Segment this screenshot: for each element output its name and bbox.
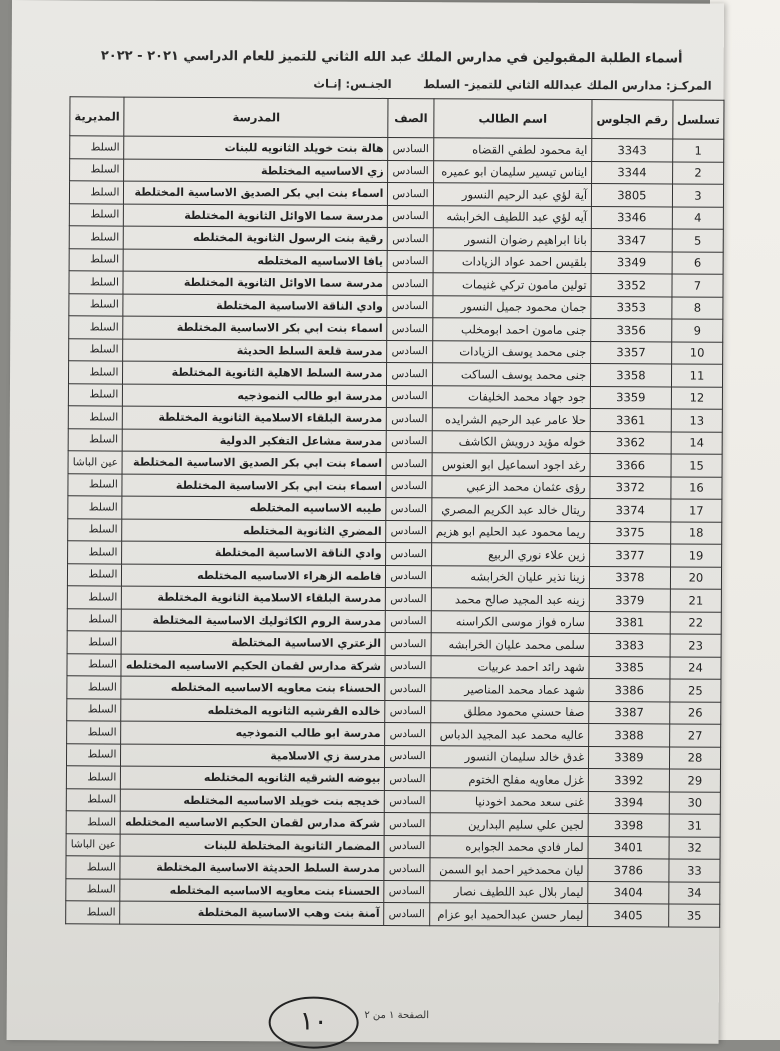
cell-school: هالة بنت خويلد الثانويه للبنات — [124, 136, 388, 160]
page-footer: الصفحة ١ من ٢ — [364, 1009, 430, 1022]
cell-seat-number: 3358 — [591, 364, 672, 387]
cell-serial: 34 — [668, 881, 720, 904]
cell-school: بيوضه الشرقيه الثانويه المختلطه — [121, 766, 385, 790]
cell-grade: السادس — [385, 767, 430, 790]
cell-student-name: اية محمود لطفي القضاه — [433, 138, 592, 161]
cell-directorate: السلط — [67, 676, 122, 699]
cell-serial: 24 — [670, 656, 722, 679]
cell-school: رقية بنت الرسول الثانوية المختلطه — [124, 226, 388, 250]
cell-directorate: السلط — [67, 563, 122, 586]
cell-student-name: صفا حسني محمود مطلق — [430, 700, 589, 723]
cell-directorate: السلط — [67, 698, 122, 721]
cell-serial: 6 — [672, 251, 724, 274]
cell-serial: 25 — [669, 679, 721, 702]
cell-serial: 1 — [672, 139, 724, 162]
cell-serial: 18 — [670, 521, 722, 544]
cell-seat-number: 3387 — [589, 701, 670, 724]
cell-directorate: السلط — [67, 586, 122, 609]
cell-directorate: السلط — [69, 181, 124, 204]
cell-student-name: خوله مؤيد درويش الكاشف — [432, 430, 591, 453]
cell-student-name: زين علاء نوري الربيع — [431, 543, 590, 566]
cell-grade: السادس — [388, 182, 433, 205]
cell-seat-number: 3388 — [589, 724, 670, 747]
header-seat-number: رقم الجلوس — [592, 100, 673, 139]
cell-directorate: عين الباشا — [68, 451, 123, 474]
cell-serial: 29 — [669, 769, 721, 792]
cell-grade: السادس — [387, 362, 432, 385]
cell-directorate: السلط — [66, 811, 121, 834]
cell-directorate: السلط — [68, 518, 123, 541]
cell-seat-number: 3398 — [588, 814, 669, 837]
cell-grade: السادس — [386, 452, 431, 475]
cell-seat-number: 3353 — [591, 296, 672, 319]
cell-student-name: ريما محمود عبد الحليم ابو هزيم — [431, 520, 590, 543]
cell-student-name: ساره فواز موسى الكراسنه — [431, 610, 590, 633]
cell-directorate: السلط — [68, 428, 123, 451]
cell-grade: السادس — [388, 137, 433, 160]
cell-serial: 2 — [672, 161, 724, 184]
cell-serial: 31 — [669, 814, 721, 837]
cell-student-name: شهد عماد محمد المناصير — [430, 678, 589, 701]
document-title: أسماء الطلبة المقبولين في مدارس الملك عبد الله الثاني للتميز للعام الدراسي ٢٠٢١ - ٢٠٢٢ — [100, 48, 683, 67]
cell-student-name: شهد رائد احمد عربيات — [431, 655, 590, 678]
cell-school: اسماء بنت ابي بكر الاساسية المختلطة — [123, 316, 387, 340]
cell-student-name: جنى مامون احمد ابومخلب — [432, 318, 591, 341]
cell-student-name: آيه لؤي عبد اللطيف الخرابشه — [433, 205, 592, 228]
cell-student-name: ليمار حسن عبدالحميد ابو عزام — [429, 903, 588, 926]
cell-seat-number: 3385 — [589, 656, 670, 679]
header-serial: تسلسل — [672, 100, 724, 139]
cell-seat-number: 3347 — [591, 229, 672, 252]
cell-school: يافا الاساسيه المختلطه — [123, 249, 387, 273]
cell-directorate: السلط — [68, 406, 123, 429]
header-info-row — [72, 75, 712, 96]
cell-seat-number: 3405 — [588, 904, 669, 927]
cell-school: مدرسة سما الاوائل الثانوية المختلطة — [124, 204, 388, 228]
cell-directorate: السلط — [66, 766, 121, 789]
cell-school: مدرسة قلعة السلط الحديثة — [123, 339, 387, 363]
cell-seat-number: 3378 — [590, 566, 671, 589]
cell-grade: السادس — [388, 250, 433, 273]
cell-student-name: رؤى عثمان محمد الزعبي — [432, 475, 591, 498]
cell-directorate: السلط — [69, 271, 124, 294]
cell-grade: السادس — [385, 790, 430, 813]
cell-school: اسماء بنت ابي بكر الصديق الاساسية المختلطة — [122, 451, 386, 475]
cell-grade: السادس — [388, 160, 433, 183]
cell-grade: السادس — [385, 655, 430, 678]
cell-directorate: السلط — [69, 293, 124, 316]
cell-school: مدرسة زي الاسلامية — [121, 744, 385, 768]
cell-directorate: السلط — [68, 383, 123, 406]
cell-school: الحسناء بنت معاويه الاساسيه المختلطه — [120, 879, 384, 903]
cell-seat-number: 3372 — [590, 476, 671, 499]
cell-school: مدرسة مشاعل التفكير الدولية — [123, 429, 387, 453]
cell-student-name: سلمى محمد عليان الخرابشه — [431, 633, 590, 656]
cell-school: الزعتري الاساسية المختلطة — [121, 631, 385, 655]
cell-seat-number: 3346 — [591, 206, 672, 229]
cell-seat-number: 3805 — [592, 184, 673, 207]
cell-school: اسماء بنت ابي بكر الاساسية المختلطة — [122, 474, 386, 498]
cell-serial: 33 — [669, 859, 721, 882]
cell-directorate: السلط — [66, 788, 121, 811]
cell-directorate: السلط — [66, 878, 121, 901]
cell-student-name: جمان محمود جميل النسور — [432, 295, 591, 318]
cell-seat-number: 3352 — [591, 274, 672, 297]
cell-student-name: غزل معاويه مفلح الختوم — [430, 768, 589, 791]
cell-school: المضري الثانوية المختلطه — [122, 519, 386, 543]
cell-school: مدرسة ابو طالب النموذجيه — [123, 384, 387, 408]
cell-serial: 27 — [669, 724, 721, 747]
cell-student-name: زينا نذير عليان الخرابشه — [431, 565, 590, 588]
cell-seat-number: 3349 — [591, 251, 672, 274]
cell-seat-number: 3383 — [589, 634, 670, 657]
cell-seat-number: 3374 — [590, 499, 671, 522]
cell-student-name: جود جهاد محمد الخليفات — [432, 385, 591, 408]
cell-directorate: السلط — [68, 541, 123, 564]
cell-serial: 28 — [669, 746, 721, 769]
header-grade: الصف — [388, 98, 433, 137]
cell-grade: السادس — [387, 317, 432, 340]
cell-directorate: السلط — [68, 496, 123, 519]
cell-student-name: جنى محمد يوسف الساكت — [432, 363, 591, 386]
cell-student-name: ليان محمدخير احمد ابو السمن — [430, 858, 589, 881]
cell-serial: 23 — [670, 634, 722, 657]
cell-grade: السادس — [386, 565, 431, 588]
cell-student-name: ليمار بلال عبد اللطيف نصار — [429, 880, 588, 903]
cell-school: مدرسة البلقاء الاسلامية الثانوية المختلطة — [122, 586, 386, 610]
cell-student-name: عاليه محمد عبد المجيد الدباس — [430, 723, 589, 746]
cell-seat-number: 3392 — [589, 769, 670, 792]
cell-directorate: السلط — [68, 473, 123, 496]
cell-school: مدرسة سما الاوائل الثانوية المختلطة — [123, 271, 387, 295]
header-school: المدرسة — [124, 97, 388, 137]
cell-seat-number: 3375 — [590, 521, 671, 544]
cell-seat-number: 3359 — [591, 386, 672, 409]
cell-student-name: حلا عامر عبد الرحيم الشرايده — [432, 408, 591, 431]
cell-grade: السادس — [385, 677, 430, 700]
cell-student-name: غنى سعد محمد اخودنيا — [430, 790, 589, 813]
cell-student-name: تولين مامون تركي غنيمات — [433, 273, 592, 296]
cell-serial: 4 — [672, 206, 724, 229]
cell-school: الحسناء بنت معاويه الاساسيه المختلطه — [121, 676, 385, 700]
cell-school: مدرسة البلقاء الاسلامية الثانوية المختلطة — [123, 406, 387, 430]
cell-grade: السادس — [386, 475, 431, 498]
cell-seat-number: 3343 — [592, 139, 673, 162]
cell-student-name: ايناس تيسير سليمان ابو عميره — [433, 160, 592, 183]
cell-school: وادي الناقة الاساسية المختلطة — [123, 294, 387, 318]
cell-grade: السادس — [386, 587, 431, 610]
cell-directorate: السلط — [68, 361, 123, 384]
cell-student-name: لجين علي سليم البدارين — [430, 813, 589, 836]
cell-directorate: السلط — [69, 248, 124, 271]
cell-directorate: السلط — [69, 316, 124, 339]
cell-seat-number: 3366 — [590, 454, 671, 477]
cell-serial: 35 — [668, 904, 720, 927]
cell-seat-number: 3401 — [588, 836, 669, 859]
cell-serial: 32 — [669, 836, 721, 859]
cell-grade: السادس — [384, 902, 429, 925]
cell-serial: 26 — [669, 701, 721, 724]
cell-school: اسماء بنت ابي بكر الصديق الاساسية المختلطة — [124, 181, 388, 205]
cell-grade: السادس — [386, 632, 431, 655]
cell-school: شركة مدارس لقمان الحكيم الاساسيه المختلطه — [121, 811, 385, 835]
handwritten-page-number: ١٠ — [269, 996, 359, 1048]
cell-school: مدرسة السلط الحديثة الاساسية المختلطة — [120, 856, 384, 880]
cell-grade: السادس — [387, 407, 432, 430]
cell-serial: 10 — [671, 341, 723, 364]
cell-serial: 13 — [671, 409, 723, 432]
cell-grade: السادس — [386, 610, 431, 633]
cell-directorate: السلط — [69, 226, 124, 249]
cell-serial: 9 — [671, 319, 723, 342]
cell-serial: 14 — [671, 431, 723, 454]
cell-school: المضمار الثانوية المختلطة للبنات — [120, 834, 384, 858]
cell-seat-number: 3356 — [591, 319, 672, 342]
cell-serial: 30 — [669, 791, 721, 814]
cell-student-name: جنى محمد يوسف الزيادات — [432, 340, 591, 363]
cell-seat-number: 3377 — [590, 544, 671, 567]
cell-school: آمنة بنت وهب الاساسية المختلطة — [120, 901, 384, 925]
cell-school: مدرسة ابو طالب النموذجيه — [121, 721, 385, 745]
cell-school: خديجه بنت خويلد الاساسيه المختلطه — [121, 789, 385, 813]
cell-grade: السادس — [384, 880, 429, 903]
cell-directorate: السلط — [69, 203, 124, 226]
cell-school: فاطمه الزهراء الاساسيه المختلطه — [122, 564, 386, 588]
cell-school: مدرسة الروم الكاثوليك الاساسية المختلطة — [122, 609, 386, 633]
students-table — [65, 96, 725, 927]
cell-student-name: غدق خالد سليمان النسور — [430, 745, 589, 768]
cell-directorate: السلط — [66, 743, 121, 766]
cell-school: خالده القرشيه الثانويه المختلطه — [121, 699, 385, 723]
cell-student-name: رغد اجود اسماعيل ابو العنوس — [432, 453, 591, 476]
cell-seat-number: 3404 — [588, 881, 669, 904]
cell-serial: 7 — [672, 274, 724, 297]
cell-serial: 21 — [670, 589, 722, 612]
cell-directorate: السلط — [67, 721, 122, 744]
document-page — [7, 0, 724, 1044]
cell-school: وادي الناقة الاساسية المختلطة — [122, 541, 386, 565]
cell-directorate: السلط — [66, 901, 121, 924]
cell-directorate: السلط — [69, 338, 124, 361]
cell-serial: 16 — [671, 476, 723, 499]
cell-serial: 12 — [671, 386, 723, 409]
cell-grade: السادس — [388, 227, 433, 250]
cell-seat-number: 3362 — [590, 431, 671, 454]
cell-directorate: السلط — [70, 158, 125, 181]
cell-school: شركة مدارس لقمان الحكيم الاساسيه المختلطه — [121, 654, 385, 678]
table-body — [66, 136, 724, 927]
cell-grade: السادس — [387, 295, 432, 318]
cell-serial: 8 — [671, 296, 723, 319]
cell-school: طيبه الاساسيه المختلطه — [122, 496, 386, 520]
cell-grade: السادس — [386, 497, 431, 520]
cell-directorate: السلط — [70, 136, 125, 159]
cell-grade: السادس — [386, 542, 431, 565]
cell-student-name: بلقيس احمد عواد الزيادات — [433, 250, 592, 273]
cell-grade: السادس — [388, 205, 433, 228]
table-row — [66, 901, 720, 927]
cell-seat-number: 3344 — [592, 161, 673, 184]
cell-serial: 3 — [672, 184, 724, 207]
cell-serial: 11 — [671, 364, 723, 387]
cell-grade: السادس — [387, 272, 432, 295]
cell-student-name: لمار فادي محمد الجوابره — [430, 835, 589, 858]
cell-student-name: ريتال خالد عبد الكريم المصري — [431, 498, 590, 521]
cell-serial: 19 — [670, 544, 722, 567]
cell-seat-number: 3786 — [588, 859, 669, 882]
cell-directorate: السلط — [67, 608, 122, 631]
cell-student-name: آية لؤي عبد الرحيم النسور — [433, 183, 592, 206]
cell-grade: السادس — [385, 700, 430, 723]
cell-student-name: زينه عبد المجيد صالح محمد — [431, 588, 590, 611]
cell-seat-number: 3381 — [589, 611, 670, 634]
cell-seat-number: 3394 — [588, 791, 669, 814]
header-student-name: اسم الطالب — [433, 99, 592, 139]
cell-grade: السادس — [384, 835, 429, 858]
cell-directorate: السلط — [67, 653, 122, 676]
cell-directorate: السلط — [67, 631, 122, 654]
cell-school: مدرسة السلط الاهلية الثانوية المختلطة — [123, 361, 387, 385]
cell-grade: السادس — [387, 340, 432, 363]
cell-serial: 15 — [671, 454, 723, 477]
cell-school: زي الاساسيه المختلطة — [124, 159, 388, 183]
cell-grade: السادس — [386, 520, 431, 543]
cell-grade: السادس — [384, 857, 429, 880]
cell-seat-number: 3379 — [589, 589, 670, 612]
cell-serial: 20 — [670, 566, 722, 589]
cell-seat-number: 3361 — [590, 409, 671, 432]
cell-seat-number: 3357 — [591, 341, 672, 364]
cell-directorate: السلط — [66, 856, 121, 879]
table-header-row — [70, 97, 725, 139]
cell-grade: السادس — [387, 385, 432, 408]
cell-directorate: عين الباشا — [66, 833, 121, 856]
cell-student-name: بانا ابراهيم رضوان النسور — [433, 228, 592, 251]
cell-grade: السادس — [387, 430, 432, 453]
cell-seat-number: 3389 — [589, 746, 670, 769]
cell-serial: 5 — [672, 229, 724, 252]
cell-grade: السادس — [385, 745, 430, 768]
gender-label: الجنـس: إنـاث — [313, 76, 392, 91]
center-label: المركـز: مدارس الملك عبدالله الثاني للتميز- السلط — [423, 77, 712, 93]
cell-grade: السادس — [385, 812, 430, 835]
cell-serial: 17 — [670, 499, 722, 522]
cell-seat-number: 3386 — [589, 679, 670, 702]
cell-grade: السادس — [385, 722, 430, 745]
header-directorate: المديرية — [70, 97, 125, 136]
cell-serial: 22 — [670, 611, 722, 634]
